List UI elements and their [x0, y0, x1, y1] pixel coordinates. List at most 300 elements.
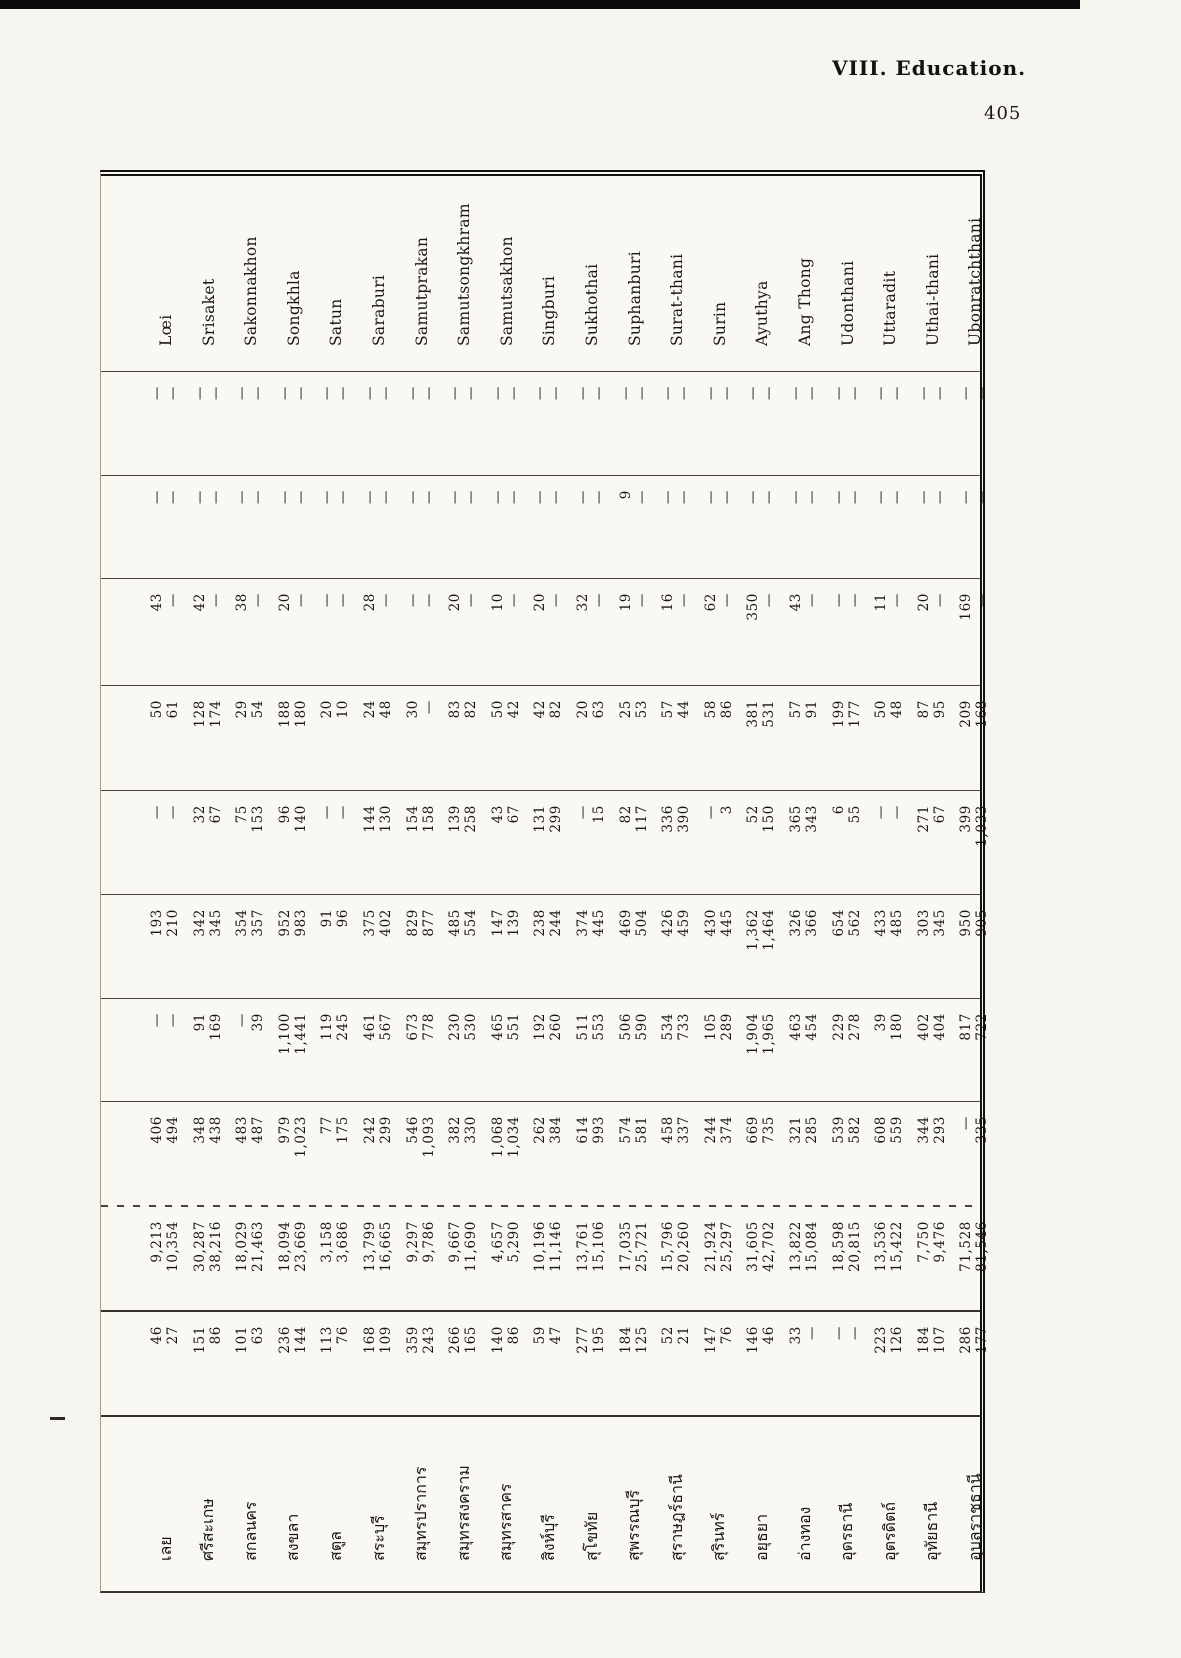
value-line-1: —: [191, 386, 208, 401]
province-name-thai-text: สระบุรี: [368, 1515, 388, 1561]
province-name-english-text: Srisaket: [199, 278, 218, 346]
value-cell: [699, 578, 741, 685]
province-row: [486, 174, 528, 1591]
value-line-1: —: [489, 386, 506, 401]
value-cell: [443, 790, 485, 894]
province-name-thai: [401, 1416, 443, 1591]
value-line-1: 39: [873, 1013, 890, 1032]
value-line-2: 46: [761, 1326, 778, 1345]
value-line-1: 262: [532, 1116, 549, 1144]
value-line-2: 91: [804, 700, 820, 719]
value-line-2: 530: [463, 1013, 480, 1041]
value-cell: [315, 685, 357, 790]
value-line-2: 1,023: [292, 1116, 309, 1158]
province-row: [656, 174, 698, 1591]
value-cell: [315, 371, 357, 475]
value-line-1: —: [149, 386, 165, 401]
value-line-1: 46: [149, 1326, 165, 1345]
value-line-1: —: [958, 490, 975, 505]
value-cell: [614, 790, 656, 894]
value-cell: [912, 371, 954, 475]
value-cell: [188, 998, 230, 1101]
value-line-1: —: [830, 490, 847, 505]
value-cell: [443, 475, 485, 578]
value-line-1: 506: [617, 1013, 634, 1041]
province-name-thai-text: สุโขทัย: [581, 1511, 601, 1561]
value-line-1: 430: [702, 909, 719, 937]
value-line-1: 402: [915, 1013, 932, 1041]
value-line-1: 146: [745, 1326, 762, 1354]
value-line-2: 1,441: [292, 1013, 309, 1055]
value-line-2: —: [804, 593, 820, 608]
value-cell: [656, 790, 698, 894]
value-line-2: —: [591, 490, 607, 505]
province-name-thai-text: สมุทรสงคราม: [453, 1465, 473, 1561]
value-cell: [230, 1206, 272, 1311]
value-line-2: —: [165, 490, 181, 505]
value-line-1: 1,904: [745, 1013, 762, 1055]
value-line-2: —: [548, 490, 565, 505]
province-name-english: [528, 174, 570, 371]
value-cell: [571, 1311, 613, 1416]
value-line-2: 15,422: [889, 1221, 906, 1272]
value-line-1: 354: [234, 909, 251, 937]
province-name-english: [273, 174, 315, 371]
value-line-2: 55: [846, 805, 863, 824]
province-name-thai: [954, 1416, 996, 1591]
value-line-1: 169: [958, 593, 975, 621]
value-line-1: 20: [915, 593, 932, 612]
value-line-1: 21,924: [702, 1221, 719, 1272]
value-line-2: 330: [463, 1116, 480, 1144]
value-cell: [741, 998, 783, 1101]
value-line-1: —: [575, 490, 591, 505]
value-line-1: 1,362: [745, 909, 762, 951]
value-line-1: —: [958, 386, 975, 401]
value-line-2: 48: [378, 700, 394, 719]
value-cell: [358, 371, 400, 475]
value-line-1: —: [873, 386, 890, 401]
value-cell: [827, 790, 869, 894]
value-line-2: 337: [676, 1116, 693, 1144]
value-cell: [315, 894, 357, 998]
value-line-2: 1,965: [761, 1013, 778, 1055]
value-line-2: 175: [335, 1116, 352, 1144]
value-line-1: 113: [319, 1326, 336, 1354]
value-cell: [912, 894, 954, 998]
value-line-1: 286: [958, 1326, 975, 1354]
value-line-2: 1,034: [505, 1116, 522, 1158]
province-name-thai-text: สมุทรสาคร: [496, 1483, 516, 1561]
value-line-1: 399: [958, 805, 975, 833]
value-line-2: 1,093: [420, 1116, 437, 1158]
province-name-english-text: Sukhothai: [583, 263, 601, 346]
value-line-1: —: [149, 805, 165, 820]
value-cell: [614, 578, 656, 685]
value-cell: [614, 685, 656, 790]
value-line-1: 13,761: [575, 1221, 591, 1272]
value-line-2: 177: [974, 1326, 991, 1354]
value-line-1: 461: [362, 1013, 378, 1041]
value-line-1: 91: [319, 909, 336, 928]
value-line-2: 168: [974, 700, 991, 728]
value-line-1: 42: [191, 593, 208, 612]
value-cell: [656, 371, 698, 475]
province-name-english: [443, 174, 485, 371]
value-line-2: 25,297: [718, 1221, 735, 1272]
value-line-1: 433: [873, 909, 890, 937]
province-name-english: [188, 174, 230, 371]
value-line-2: 553: [591, 1013, 607, 1041]
value-line-1: —: [702, 805, 719, 820]
province-name-english: [230, 174, 272, 371]
value-line-1: —: [149, 1013, 165, 1028]
value-line-2: —: [378, 593, 394, 608]
value-line-1: 342: [191, 909, 208, 937]
value-cell: [528, 578, 570, 685]
value-cell: [528, 894, 570, 998]
value-cell: [273, 685, 315, 790]
value-line-1: 546: [404, 1116, 421, 1144]
value-line-2: 778: [420, 1013, 437, 1041]
value-cell: [741, 475, 783, 578]
value-line-2: —: [718, 593, 735, 608]
value-line-2: —: [974, 490, 991, 505]
value-cell: [912, 998, 954, 1101]
province-name-thai: [699, 1416, 741, 1591]
value-line-1: —: [702, 386, 719, 401]
value-line-1: 30,287: [191, 1221, 208, 1272]
value-cell: [827, 1311, 869, 1416]
province-row: [912, 174, 954, 1591]
value-cell: [784, 371, 826, 475]
value-line-1: —: [447, 386, 464, 401]
value-line-1: 375: [362, 909, 378, 937]
value-line-2: —: [250, 386, 267, 401]
value-line-2: —: [931, 386, 948, 401]
value-line-2: —: [292, 386, 309, 401]
value-line-1: —: [489, 490, 506, 505]
value-line-2: 590: [633, 1013, 650, 1041]
value-line-1: 50: [873, 700, 890, 719]
value-line-1: 469: [617, 909, 634, 937]
province-name-english: [912, 174, 954, 371]
value-line-2: 374: [718, 1116, 735, 1144]
value-cell: [145, 894, 187, 998]
value-line-1: 242: [362, 1116, 378, 1144]
value-cell: [741, 578, 783, 685]
value-line-1: 303: [915, 909, 932, 937]
statistics-table: [100, 170, 991, 1593]
value-line-2: —: [292, 593, 309, 608]
value-line-1: 209: [958, 700, 975, 728]
value-cell: [827, 371, 869, 475]
value-line-1: 43: [489, 805, 506, 824]
value-cell: [315, 790, 357, 894]
value-cell: [869, 790, 911, 894]
value-line-1: 58: [702, 700, 719, 719]
value-line-2: —: [505, 593, 522, 608]
value-cell: [486, 1311, 528, 1416]
value-line-2: 445: [591, 909, 607, 937]
value-line-1: 184: [617, 1326, 634, 1354]
province-name-english: [784, 174, 826, 371]
value-line-2: 243: [420, 1326, 437, 1354]
value-line-2: 82: [463, 700, 480, 719]
province-name-thai-text: สุราษฎร์ธานี: [666, 1474, 686, 1561]
value-line-1: —: [830, 593, 847, 608]
value-line-2: —: [165, 805, 181, 820]
value-cell: [358, 790, 400, 894]
value-line-1: 13,822: [788, 1221, 804, 1272]
province-name-thai: [486, 1416, 528, 1591]
value-line-2: 20,260: [676, 1221, 693, 1272]
value-cell: [784, 998, 826, 1101]
value-cell: [528, 790, 570, 894]
value-line-2: 345: [931, 909, 948, 937]
value-line-1: 71,528: [958, 1221, 975, 1272]
value-cell: [401, 1101, 443, 1206]
value-line-1: 382: [447, 1116, 464, 1144]
value-line-2: 15,084: [804, 1221, 820, 1272]
value-line-2: 9,786: [420, 1221, 437, 1263]
value-cell: [145, 790, 187, 894]
value-cell: [954, 894, 996, 998]
value-cell: [188, 1101, 230, 1206]
value-line-2: 86: [505, 1326, 522, 1345]
value-line-2: 67: [505, 805, 522, 824]
value-cell: [230, 790, 272, 894]
province-row: [869, 174, 911, 1591]
value-line-2: 11,146: [548, 1221, 565, 1272]
value-cell: [784, 685, 826, 790]
value-line-2: —: [250, 490, 267, 505]
value-line-2: —: [974, 593, 991, 608]
value-cell: [741, 790, 783, 894]
value-line-2: —: [761, 490, 778, 505]
value-line-2: 109: [378, 1326, 394, 1354]
value-line-1: —: [234, 386, 251, 401]
value-line-2: 27: [165, 1326, 181, 1345]
value-cell: [699, 1311, 741, 1416]
value-line-2: 67: [931, 805, 948, 824]
value-line-2: 384: [548, 1116, 565, 1144]
rotated-table-region: [100, 170, 991, 1593]
value-cell: [954, 685, 996, 790]
province-name-thai-text: สงขลา: [283, 1513, 303, 1561]
province-name-thai: [784, 1416, 826, 1591]
value-line-2: 177: [846, 700, 863, 728]
value-line-1: —: [575, 805, 591, 820]
value-line-2: —: [718, 386, 735, 401]
value-line-2: —: [378, 490, 394, 505]
value-cell: [954, 371, 996, 475]
value-line-2: 95: [931, 700, 948, 719]
province-name-english: [358, 174, 400, 371]
province-name-english-text: Sakonnakhon: [242, 236, 261, 346]
value-line-2: —: [420, 700, 437, 715]
province-row: [827, 174, 869, 1591]
value-cell: [230, 998, 272, 1101]
province-name-thai-text: อ่างทอง: [794, 1506, 814, 1561]
value-line-1: 465: [489, 1013, 506, 1041]
value-cell: [486, 578, 528, 685]
province-row: [401, 174, 443, 1591]
value-line-2: 10,354: [165, 1221, 181, 1272]
value-line-1: 350: [745, 593, 762, 621]
value-cell: [315, 1206, 357, 1311]
value-line-1: 15,796: [660, 1221, 677, 1272]
value-line-2: 735: [761, 1116, 778, 1144]
value-cell: [699, 685, 741, 790]
value-cell: [443, 998, 485, 1101]
value-line-1: —: [788, 386, 804, 401]
value-line-1: 77: [319, 1116, 336, 1135]
value-line-1: 7,750: [915, 1221, 932, 1263]
province-row: [443, 174, 485, 1591]
value-cell: [699, 1206, 741, 1311]
value-cell: [869, 685, 911, 790]
value-line-1: 230: [447, 1013, 464, 1041]
value-line-1: 18,598: [830, 1221, 847, 1272]
value-line-2: 258: [463, 805, 480, 833]
value-cell: [315, 578, 357, 685]
value-line-2: 504: [633, 909, 650, 937]
value-cell: [273, 371, 315, 475]
value-line-2: —: [889, 805, 906, 820]
value-cell: [954, 475, 996, 578]
province-name-english: [614, 174, 656, 371]
value-line-1: 336: [660, 805, 677, 833]
value-line-2: —: [846, 1326, 863, 1341]
value-cell: [358, 894, 400, 998]
value-line-2: 445: [718, 909, 735, 937]
value-line-2: —: [548, 386, 565, 401]
value-cell: [145, 685, 187, 790]
value-cell: [656, 894, 698, 998]
province-name-english-text: Samutsakhon: [497, 236, 516, 346]
value-cell: [571, 998, 613, 1101]
value-cell: [699, 998, 741, 1101]
value-line-1: 277: [575, 1326, 591, 1354]
value-cell: [954, 790, 996, 894]
value-line-1: 75: [234, 805, 251, 824]
value-cell: [401, 685, 443, 790]
value-line-1: 33: [788, 1326, 804, 1345]
value-cell: [741, 371, 783, 475]
value-line-1: 1,100: [276, 1013, 293, 1055]
province-name-thai: [230, 1416, 272, 1591]
value-cell: [912, 790, 954, 894]
value-cell: [443, 894, 485, 998]
value-line-1: 31,605: [745, 1221, 762, 1272]
value-line-1: —: [660, 490, 677, 505]
value-line-2: 107: [931, 1326, 948, 1354]
value-cell: [443, 1101, 485, 1206]
province-name-thai-text: อุบลราชธานี: [964, 1473, 984, 1561]
value-cell: [741, 1101, 783, 1206]
value-cell: [443, 371, 485, 475]
value-line-1: —: [319, 490, 336, 505]
value-line-2: 38,216: [207, 1221, 224, 1272]
province-row: [784, 174, 826, 1591]
province-name-thai: [528, 1416, 570, 1591]
value-line-2: —: [676, 490, 693, 505]
value-line-1: 1,068: [489, 1116, 506, 1158]
value-cell: [699, 790, 741, 894]
value-cell: [443, 1206, 485, 1311]
value-line-2: 86: [207, 1326, 224, 1345]
province-name-thai-text: อุตรดิตถ์: [879, 1501, 899, 1561]
value-line-2: 562: [846, 909, 863, 937]
value-cell: [699, 475, 741, 578]
value-line-1: 24: [362, 700, 378, 719]
value-line-1: 10: [489, 593, 506, 612]
value-line-1: 19: [617, 593, 634, 612]
value-line-1: 32: [191, 805, 208, 824]
value-cell: [528, 1311, 570, 1416]
province-name-english-text: Surin: [710, 301, 729, 346]
province-row: [273, 174, 315, 1591]
value-line-2: 139: [505, 909, 522, 937]
value-cell: [827, 578, 869, 685]
value-line-1: 406: [149, 1116, 165, 1144]
value-line-2: —: [846, 490, 863, 505]
value-line-1: 348: [191, 1116, 208, 1144]
province-name-english-text: Surat-thani: [668, 253, 687, 346]
province-name-thai-text: สุรินทร์: [709, 1512, 729, 1561]
value-line-2: 485: [889, 909, 906, 937]
page-number: 405: [984, 103, 1022, 124]
value-line-2: —: [463, 593, 480, 608]
value-line-1: 952: [276, 909, 293, 937]
value-line-1: 119: [319, 1013, 336, 1041]
value-line-2: —: [250, 593, 267, 608]
value-cell: [188, 894, 230, 998]
value-line-1: —: [319, 805, 336, 820]
value-line-1: 458: [660, 1116, 677, 1144]
province-name-thai: [614, 1416, 656, 1591]
value-line-2: —: [676, 593, 693, 608]
value-cell: [188, 685, 230, 790]
value-line-1: 271: [915, 805, 932, 833]
value-line-2: 3,686: [335, 1221, 352, 1263]
province-name-english-text: Suphanburi: [625, 250, 644, 346]
value-cell: [614, 371, 656, 475]
value-cell: [401, 998, 443, 1101]
value-line-2: —: [335, 386, 352, 401]
value-line-1: 365: [788, 805, 804, 833]
value-line-1: —: [915, 490, 932, 505]
value-line-2: 63: [250, 1326, 267, 1345]
value-line-1: 38: [234, 593, 251, 612]
value-cell: [912, 685, 954, 790]
value-line-1: 463: [788, 1013, 804, 1041]
value-line-2: 260: [548, 1013, 565, 1041]
value-line-1: —: [575, 386, 591, 401]
value-line-1: 42: [532, 700, 549, 719]
value-line-1: 184: [915, 1326, 932, 1354]
value-cell: [656, 578, 698, 685]
value-line-2: 722: [974, 1013, 991, 1041]
value-cell: [443, 1311, 485, 1416]
value-line-2: —: [676, 386, 693, 401]
value-line-2: 47: [548, 1326, 565, 1345]
province-name-thai: [188, 1416, 230, 1591]
value-line-1: 381: [745, 700, 762, 728]
province-name-thai-text: อยุธยา: [751, 1513, 771, 1561]
value-line-1: 131: [532, 805, 549, 833]
